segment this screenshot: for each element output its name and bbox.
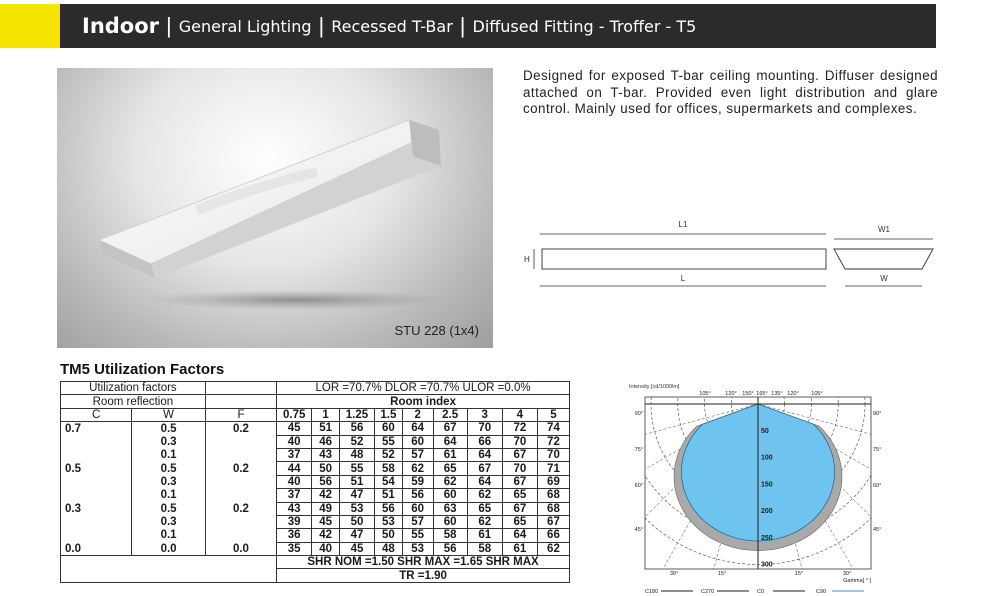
right-angle-label: 75° bbox=[873, 447, 882, 453]
table-row bbox=[61, 422, 570, 435]
factor-cell: 67 bbox=[537, 515, 569, 528]
legend-label: C270 bbox=[701, 589, 715, 595]
ring-value-label: 50 bbox=[761, 427, 769, 435]
factor-cell: 58 bbox=[467, 542, 502, 555]
factor-cell: 52 bbox=[375, 448, 403, 461]
factor-cell: 63 bbox=[433, 502, 467, 515]
factor-cell: 64 bbox=[433, 435, 467, 448]
factor-cell: 37 bbox=[277, 489, 312, 502]
factor-cell: 53 bbox=[339, 502, 374, 515]
reflection-w-cell: 0.1 bbox=[132, 489, 205, 502]
crumb-general-lighting: General Lighting bbox=[178, 16, 312, 36]
factor-cell: 66 bbox=[537, 529, 569, 542]
reflection-c-cell bbox=[61, 475, 132, 488]
reflection-c-cell bbox=[61, 515, 132, 528]
factor-cell: 72 bbox=[502, 422, 537, 435]
reflection-c-cell bbox=[61, 435, 132, 448]
factor-cell: 65 bbox=[502, 489, 537, 502]
factor-cell: 67 bbox=[502, 475, 537, 488]
room-index-header: 2.5 bbox=[433, 408, 467, 421]
factor-cell: 65 bbox=[433, 462, 467, 475]
reflection-w-cell: 0.3 bbox=[132, 435, 205, 448]
troffer-illustration bbox=[57, 68, 493, 348]
reflection-w-cell: 0.5 bbox=[132, 462, 205, 475]
bottom-angle-label: 30° bbox=[842, 571, 852, 577]
top-angle-label: 165° bbox=[756, 391, 768, 397]
factor-cell: 65 bbox=[467, 502, 502, 515]
factor-cell: 57 bbox=[402, 515, 433, 528]
factor-cell: 48 bbox=[339, 448, 374, 461]
top-angle-label: 105° bbox=[699, 391, 711, 397]
reflection-c-cell: 0.7 bbox=[61, 422, 132, 435]
factor-cell: 55 bbox=[375, 435, 403, 448]
factor-cell: 36 bbox=[277, 529, 312, 542]
col-c-header: C bbox=[61, 408, 132, 421]
left-angle-label: 75° bbox=[634, 447, 643, 453]
dim-w-label: W bbox=[880, 274, 888, 283]
factor-cell: 74 bbox=[537, 422, 569, 435]
reflection-w-cell: 0.5 bbox=[132, 422, 205, 435]
left-angle-label: 90° bbox=[634, 411, 643, 417]
room-reflection-label: Room reflection bbox=[61, 395, 206, 408]
reflection-w-cell: 0.1 bbox=[132, 529, 205, 542]
factor-cell: 64 bbox=[467, 475, 502, 488]
top-angle-label: 150° bbox=[742, 391, 754, 397]
reflection-f-cell: 0.0 bbox=[205, 542, 276, 555]
crumb-recessed-tbar: Recessed T-Bar bbox=[331, 16, 453, 36]
factor-cell: 55 bbox=[402, 529, 433, 542]
lor-values: LOR =70.7% DLOR =70.7% ULOR =0.0% bbox=[277, 382, 570, 395]
factor-cell: 50 bbox=[375, 529, 403, 542]
factor-cell: 35 bbox=[277, 542, 312, 555]
factor-cell: 72 bbox=[537, 435, 569, 448]
reflection-c-cell bbox=[61, 529, 132, 542]
header-breadcrumb bbox=[60, 4, 936, 48]
factor-cell: 47 bbox=[339, 529, 374, 542]
factor-cell: 70 bbox=[502, 435, 537, 448]
factor-cell: 56 bbox=[402, 489, 433, 502]
factor-cell: 61 bbox=[433, 448, 467, 461]
shr-values: SHR NOM =1.50 SHR MAX =1.65 SHR MAX bbox=[277, 556, 570, 569]
product-photo bbox=[57, 68, 493, 348]
factor-cell: 51 bbox=[339, 475, 374, 488]
factor-cell: 64 bbox=[402, 422, 433, 435]
col-f-header: F bbox=[205, 408, 276, 421]
ring-value-label: 200 bbox=[761, 508, 773, 515]
bottom-angle-label: 30° bbox=[669, 571, 679, 577]
ring-value-label: 300 bbox=[761, 561, 773, 569]
table-row bbox=[61, 435, 570, 448]
table-row bbox=[61, 448, 570, 461]
factor-cell: 62 bbox=[467, 515, 502, 528]
polar-intensity-diagram bbox=[627, 383, 883, 595]
reflection-f-cell bbox=[205, 435, 276, 448]
bottom-angle-label: 15° bbox=[794, 571, 804, 577]
room-index-header: 5 bbox=[537, 408, 569, 421]
factor-cell: 60 bbox=[433, 489, 467, 502]
reflection-w-cell: 0.3 bbox=[132, 475, 205, 488]
room-index-header: 1.5 bbox=[375, 408, 403, 421]
table-title: TM5 Utilization Factors bbox=[60, 361, 225, 378]
intensity-label: Intensity [cd/1000lm] bbox=[629, 384, 680, 390]
factor-cell: 50 bbox=[312, 462, 340, 475]
reflection-f-cell: 0.2 bbox=[205, 502, 276, 515]
header-accent bbox=[0, 4, 60, 48]
ring-value-label: 100 bbox=[761, 454, 773, 462]
factor-cell: 70 bbox=[502, 462, 537, 475]
reflection-f-cell bbox=[205, 529, 276, 542]
dim-l1-label: L1 bbox=[678, 220, 688, 229]
factor-cell: 37 bbox=[277, 448, 312, 461]
factor-cell: 49 bbox=[312, 502, 340, 515]
factor-cell: 67 bbox=[502, 502, 537, 515]
factor-cell: 45 bbox=[312, 515, 340, 528]
reflection-f-cell bbox=[205, 489, 276, 502]
crumb-diffused-fitting: Diffused Fitting - Troffer - T5 bbox=[472, 16, 697, 36]
bottom-angle-label: 15° bbox=[717, 571, 727, 577]
factor-cell: 66 bbox=[467, 435, 502, 448]
factor-cell: 67 bbox=[467, 462, 502, 475]
factor-cell: 47 bbox=[339, 489, 374, 502]
legend-label: C0 bbox=[757, 589, 765, 595]
crumb-separator: | bbox=[459, 13, 466, 38]
factor-cell: 51 bbox=[312, 422, 340, 435]
product-description: Designed for exposed T-bar ceiling mounting. Diffuser designed attached on T-bar. Provided even light distribution and glare control. Mainly used for offices, supermarkets and complexes. bbox=[523, 68, 938, 116]
factor-cell: 42 bbox=[312, 489, 340, 502]
left-angle-label: 45° bbox=[634, 527, 643, 533]
factor-cell: 51 bbox=[375, 489, 403, 502]
reflection-c-cell bbox=[61, 489, 132, 502]
reflection-c-cell: 0.3 bbox=[61, 502, 132, 515]
dim-l-label: L bbox=[680, 274, 686, 283]
factor-cell: 62 bbox=[402, 462, 433, 475]
reflection-f-cell bbox=[205, 448, 276, 461]
room-index-header: 1 bbox=[312, 408, 340, 421]
reflection-w-cell: 0.3 bbox=[132, 515, 205, 528]
gamma-label: Gamma[ ° ] bbox=[843, 578, 871, 584]
table-row bbox=[61, 515, 570, 528]
factor-cell: 45 bbox=[277, 422, 312, 435]
legend-label: C180 bbox=[645, 589, 659, 595]
factor-cell: 58 bbox=[375, 462, 403, 475]
reflection-f-cell: 0.2 bbox=[205, 422, 276, 435]
factor-cell: 40 bbox=[312, 542, 340, 555]
factor-cell: 61 bbox=[467, 529, 502, 542]
ring-value-label: 150 bbox=[761, 481, 773, 489]
top-angle-label: 135° bbox=[771, 391, 783, 397]
factor-cell: 43 bbox=[277, 502, 312, 515]
room-index-header: 4 bbox=[502, 408, 537, 421]
factor-cell: 58 bbox=[433, 529, 467, 542]
factor-cell: 71 bbox=[537, 462, 569, 475]
room-index-header: 3 bbox=[467, 408, 502, 421]
top-angle-label: 120° bbox=[787, 391, 799, 397]
left-angle-label: 60° bbox=[634, 483, 643, 489]
tr-value: TR =1.90 bbox=[277, 569, 570, 582]
factor-cell: 64 bbox=[502, 529, 537, 542]
factor-cell: 70 bbox=[537, 448, 569, 461]
dim-w1-label: W1 bbox=[878, 225, 890, 234]
top-angle-label: 105° bbox=[811, 391, 823, 397]
reflection-w-cell: 0.0 bbox=[132, 542, 205, 555]
factor-cell: 46 bbox=[312, 435, 340, 448]
utilization-table bbox=[60, 381, 570, 583]
right-angle-label: 45° bbox=[873, 527, 882, 533]
factor-cell: 68 bbox=[537, 489, 569, 502]
factor-cell: 60 bbox=[375, 422, 403, 435]
factor-cell: 53 bbox=[402, 542, 433, 555]
factor-cell: 62 bbox=[537, 542, 569, 555]
reflection-c-cell bbox=[61, 448, 132, 461]
factor-cell: 68 bbox=[537, 502, 569, 515]
col-w-header: W bbox=[132, 408, 205, 421]
factor-cell: 67 bbox=[502, 448, 537, 461]
factor-cell: 62 bbox=[433, 475, 467, 488]
factor-cell: 52 bbox=[339, 435, 374, 448]
factor-cell: 65 bbox=[502, 515, 537, 528]
factor-cell: 67 bbox=[433, 422, 467, 435]
factor-cell: 60 bbox=[402, 502, 433, 515]
table-row bbox=[61, 475, 570, 488]
dim-h-label: H bbox=[524, 255, 530, 264]
factor-cell: 64 bbox=[467, 448, 502, 461]
reflection-f-cell bbox=[205, 515, 276, 528]
top-angle-label: 120° bbox=[725, 391, 737, 397]
table-row bbox=[61, 462, 570, 475]
crumb-separator: | bbox=[318, 13, 325, 38]
ring-value-label: 250 bbox=[761, 534, 773, 542]
reflection-c-cell: 0.0 bbox=[61, 542, 132, 555]
factor-cell: 42 bbox=[312, 529, 340, 542]
factor-cell: 56 bbox=[375, 502, 403, 515]
right-angle-label: 90° bbox=[873, 411, 882, 417]
factor-cell: 60 bbox=[433, 515, 467, 528]
room-index-header: 1.25 bbox=[339, 408, 374, 421]
factor-cell: 54 bbox=[375, 475, 403, 488]
reflection-w-cell: 0.5 bbox=[132, 502, 205, 515]
factor-cell: 56 bbox=[312, 475, 340, 488]
factor-cell: 55 bbox=[339, 462, 374, 475]
table-row bbox=[61, 529, 570, 542]
factor-cell: 50 bbox=[339, 515, 374, 528]
room-index-label: Room index bbox=[277, 395, 570, 408]
factor-cell: 39 bbox=[277, 515, 312, 528]
room-index-header: 0.75 bbox=[277, 408, 312, 421]
crumb-separator: | bbox=[166, 13, 172, 38]
factor-cell: 62 bbox=[467, 489, 502, 502]
factor-cell: 53 bbox=[375, 515, 403, 528]
factor-cell: 56 bbox=[339, 422, 374, 435]
reflection-c-cell: 0.5 bbox=[61, 462, 132, 475]
reflection-f-cell: 0.2 bbox=[205, 462, 276, 475]
factor-cell: 44 bbox=[277, 462, 312, 475]
factor-cell: 43 bbox=[312, 448, 340, 461]
factor-cell: 56 bbox=[433, 542, 467, 555]
room-index-header: 2 bbox=[402, 408, 433, 421]
factor-cell: 57 bbox=[402, 448, 433, 461]
factor-cell: 40 bbox=[277, 475, 312, 488]
factor-cell: 60 bbox=[402, 435, 433, 448]
right-angle-label: 60° bbox=[873, 483, 882, 489]
table-row bbox=[61, 502, 570, 515]
product-caption: STU 228 (1x4) bbox=[394, 323, 479, 338]
factor-cell: 40 bbox=[277, 435, 312, 448]
crumb-indoor: Indoor bbox=[82, 14, 160, 38]
factor-cell: 69 bbox=[537, 475, 569, 488]
table-row bbox=[61, 489, 570, 502]
factor-cell: 70 bbox=[467, 422, 502, 435]
shr-row bbox=[61, 556, 570, 569]
utilization-factors-label: Utilization factors bbox=[61, 382, 206, 395]
factor-cell: 59 bbox=[402, 475, 433, 488]
reflection-f-cell bbox=[205, 475, 276, 488]
legend-label: C90 bbox=[816, 589, 827, 595]
factor-cell: 45 bbox=[339, 542, 374, 555]
dimension-drawing bbox=[520, 212, 940, 292]
factor-cell: 48 bbox=[375, 542, 403, 555]
table-row bbox=[61, 542, 570, 555]
factor-cell: 61 bbox=[502, 542, 537, 555]
reflection-w-cell: 0.1 bbox=[132, 448, 205, 461]
